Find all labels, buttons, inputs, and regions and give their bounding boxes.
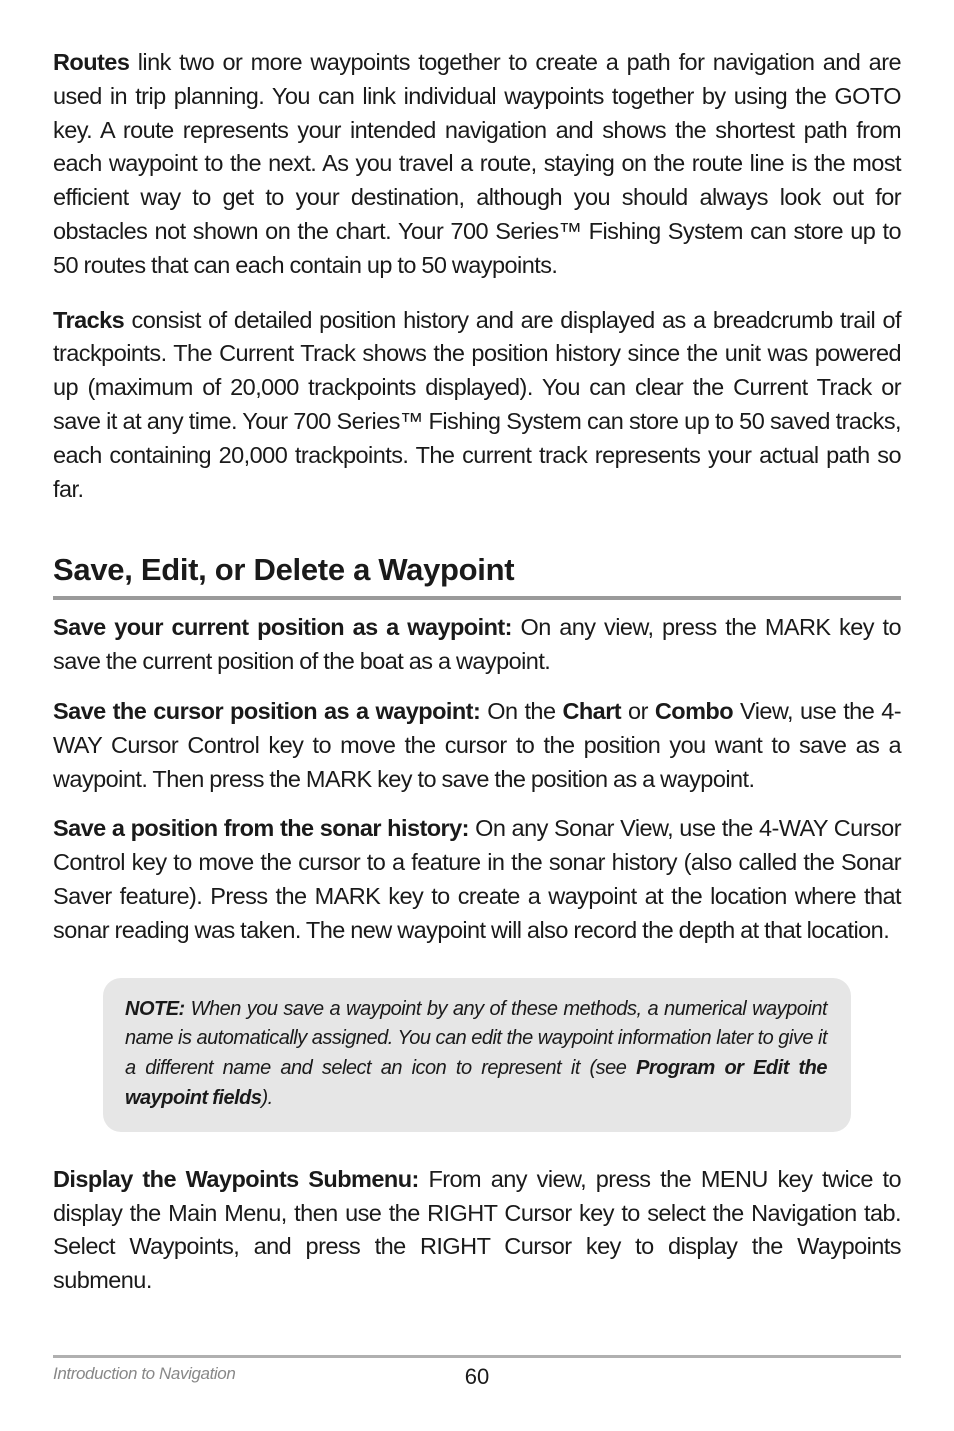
display-submenu-term: Display the Waypoints Submenu: [53,1165,419,1192]
note-paragraph [125,995,827,1114]
note-end: ). [261,1086,273,1109]
note-box [103,978,851,1132]
page-number: 60 [464,1364,490,1389]
combo-view-term: Combo [654,697,734,724]
tracks-term: Tracks [53,306,125,333]
routes-paragraph [53,46,901,283]
display-submenu-paragraph [53,1163,901,1298]
save-cursor-term: Save the cursor position as a waypoint: [53,697,481,724]
tracks-paragraph [53,304,901,507]
note-text: When you save a waypoint by any of these methods, a numerical waypoint name is automatically assigned. You can edit the waypoint information later to give it a different name and select an icon to represent it (see [125,997,827,1080]
save-cursor-text-2: or [621,697,655,724]
heading-underline [53,596,901,600]
page-content [53,46,901,1298]
section-heading: Save, Edit, or Delete a Waypoint [53,552,515,588]
save-current-paragraph [53,611,901,679]
save-cursor-paragraph [53,695,901,796]
save-cursor-text-1: On the [480,697,563,724]
footer-rule [53,1355,901,1358]
save-cursor-text-3: View, use the 4-WAY Cursor Control key to move the cursor to the position you want to save as a waypoint. Then press the MARK key to save the position as a waypoint. [53,697,901,792]
save-sonar-term: Save a position from the sonar history: [53,815,469,842]
routes-term: Routes [53,49,130,75]
save-current-term: Save your current position as a waypoint: [53,614,512,641]
chart-view-term: Chart [562,697,622,724]
display-submenu-text: From any view, press the MENU key twice to display the Main Menu, then use the RIGHT Cursor key to select the Navigation tab. Select Waypoints, and press the RIGHT Cursor key to display the Waypoints submenu. [53,1165,902,1294]
save-current-text: On any view, press the MARK key to save the current position of the boat as a waypoint. [53,614,901,675]
save-sonar-paragraph [53,812,901,947]
footer-section-title: Introduction to Navigation [53,1364,236,1383]
tracks-text: consist of detailed position history and are displayed as a breadcrumb trail of trackpoints. The Current Track shows the position history since the unit was powered up (maximum of 20,000 trackpoints displayed). You can clear the Current Track or save it at any time. Your 700 Series™ Fishing System can store up to 50 saved tracks, each containing 20,000 trackpoints. The current track represents your actual path so far. [53,306,901,502]
note-reference: Program or Edit the waypoint fields [125,1057,827,1109]
routes-text: link two or more waypoints together to create a path for navigation and are used in trip planning. You can link individual waypoints together by using the GOTO key. A route represents your intended navigation and shows the shortest path from each waypoint to the next. As you travel a route, staying on the route line is the most efficient way to get to your destination, although you should always look out for obstacles not shown on the chart. Your 700 Series™ Fishing System can store up to 50 routes that can each contain up to 50 waypoints. [53,49,901,278]
note-label: NOTE: [125,997,185,1020]
save-sonar-text: On any Sonar View, use the 4-WAY Cursor Control key to move the cursor to a feature in the sonar history (also called the Sonar Saver feature). Press the MARK key to create a waypoint at the location where that sonar reading was taken. The new waypoint will also record the depth at that location. [53,815,901,943]
